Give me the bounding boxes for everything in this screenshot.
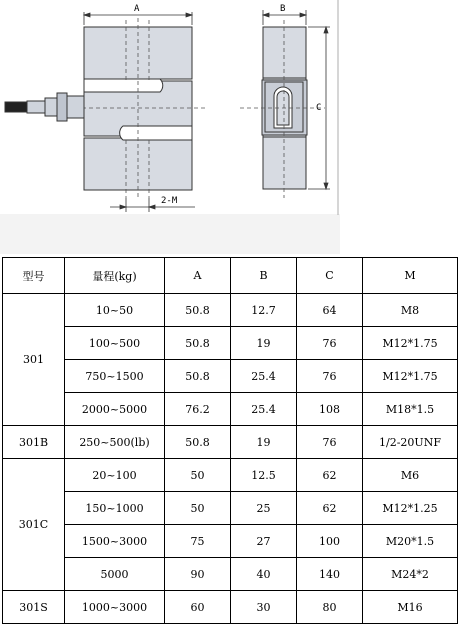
dim-c-label: C bbox=[316, 103, 322, 113]
range-cell: 150~1000 bbox=[65, 492, 165, 525]
c-cell: 76 bbox=[297, 360, 363, 393]
table-header-row bbox=[3, 258, 458, 294]
m-cell: M16 bbox=[363, 591, 458, 624]
table-row bbox=[3, 591, 458, 624]
table-row bbox=[3, 327, 458, 360]
m-cell: M18*1.5 bbox=[363, 393, 458, 426]
header-a: A bbox=[165, 258, 231, 294]
table-row bbox=[3, 459, 458, 492]
a-cell: 75 bbox=[165, 525, 231, 558]
b-cell: 40 bbox=[231, 558, 297, 591]
model-cell: 301C bbox=[3, 459, 65, 591]
table-row bbox=[3, 558, 458, 591]
model-cell: 301B bbox=[3, 426, 65, 459]
c-cell: 62 bbox=[297, 459, 363, 492]
spec-table bbox=[2, 257, 458, 624]
m-cell: M24*2 bbox=[363, 558, 458, 591]
model-cell: 301 bbox=[3, 294, 65, 426]
c-cell: 108 bbox=[297, 393, 363, 426]
a-cell: 50 bbox=[165, 459, 231, 492]
range-cell: 2000~5000 bbox=[65, 393, 165, 426]
range-cell: 250~500(lb) bbox=[65, 426, 165, 459]
a-cell: 50.8 bbox=[165, 294, 231, 327]
b-cell: 27 bbox=[231, 525, 297, 558]
a-cell: 50 bbox=[165, 492, 231, 525]
header-c: C bbox=[297, 258, 363, 294]
c-cell: 76 bbox=[297, 327, 363, 360]
table-row bbox=[3, 525, 458, 558]
b-cell: 25 bbox=[231, 492, 297, 525]
range-cell: 100~500 bbox=[65, 327, 165, 360]
a-cell: 90 bbox=[165, 558, 231, 591]
b-cell: 19 bbox=[231, 327, 297, 360]
b-cell: 30 bbox=[231, 591, 297, 624]
model-cell: 301S bbox=[3, 591, 65, 624]
cable-connector bbox=[5, 93, 84, 121]
dim-a-label: A bbox=[134, 4, 140, 14]
c-cell: 64 bbox=[297, 294, 363, 327]
a-cell: 60 bbox=[165, 591, 231, 624]
range-cell: 5000 bbox=[65, 558, 165, 591]
s-type-load-cell-drawing bbox=[0, 0, 461, 255]
c-cell: 80 bbox=[297, 591, 363, 624]
header-range: 量程(kg) bbox=[65, 258, 165, 294]
range-cell: 750~1500 bbox=[65, 360, 165, 393]
table-row bbox=[3, 426, 458, 459]
c-cell: 62 bbox=[297, 492, 363, 525]
m-cell: M12*1.25 bbox=[363, 492, 458, 525]
a-cell: 50.8 bbox=[165, 327, 231, 360]
b-cell: 12.7 bbox=[231, 294, 297, 327]
a-cell: 50.8 bbox=[165, 426, 231, 459]
c-cell: 140 bbox=[297, 558, 363, 591]
table-row bbox=[3, 393, 458, 426]
b-cell: 25.4 bbox=[231, 393, 297, 426]
b-cell: 25.4 bbox=[231, 360, 297, 393]
header-b: B bbox=[231, 258, 297, 294]
dim-b-label: B bbox=[280, 4, 286, 14]
b-cell: 19 bbox=[231, 426, 297, 459]
c-cell: 100 bbox=[297, 525, 363, 558]
b-cell: 12.5 bbox=[231, 459, 297, 492]
table-row bbox=[3, 360, 458, 393]
table-row bbox=[3, 492, 458, 525]
m-cell: M12*1.75 bbox=[363, 327, 458, 360]
range-cell: 1500~3000 bbox=[65, 525, 165, 558]
m-cell: 1/2-20UNF bbox=[363, 426, 458, 459]
dim-2m-label: 2-M bbox=[161, 196, 178, 206]
a-cell: 50.8 bbox=[165, 360, 231, 393]
m-cell: M6 bbox=[363, 459, 458, 492]
m-cell: M12*1.75 bbox=[363, 360, 458, 393]
m-cell: M20*1.5 bbox=[363, 525, 458, 558]
header-m: M bbox=[363, 258, 458, 294]
table-row bbox=[3, 294, 458, 327]
header-model: 型号 bbox=[3, 258, 65, 294]
m-cell: M8 bbox=[363, 294, 458, 327]
a-cell: 76.2 bbox=[165, 393, 231, 426]
range-cell: 1000~3000 bbox=[65, 591, 165, 624]
c-cell: 76 bbox=[297, 426, 363, 459]
range-cell: 10~50 bbox=[65, 294, 165, 327]
range-cell: 20~100 bbox=[65, 459, 165, 492]
